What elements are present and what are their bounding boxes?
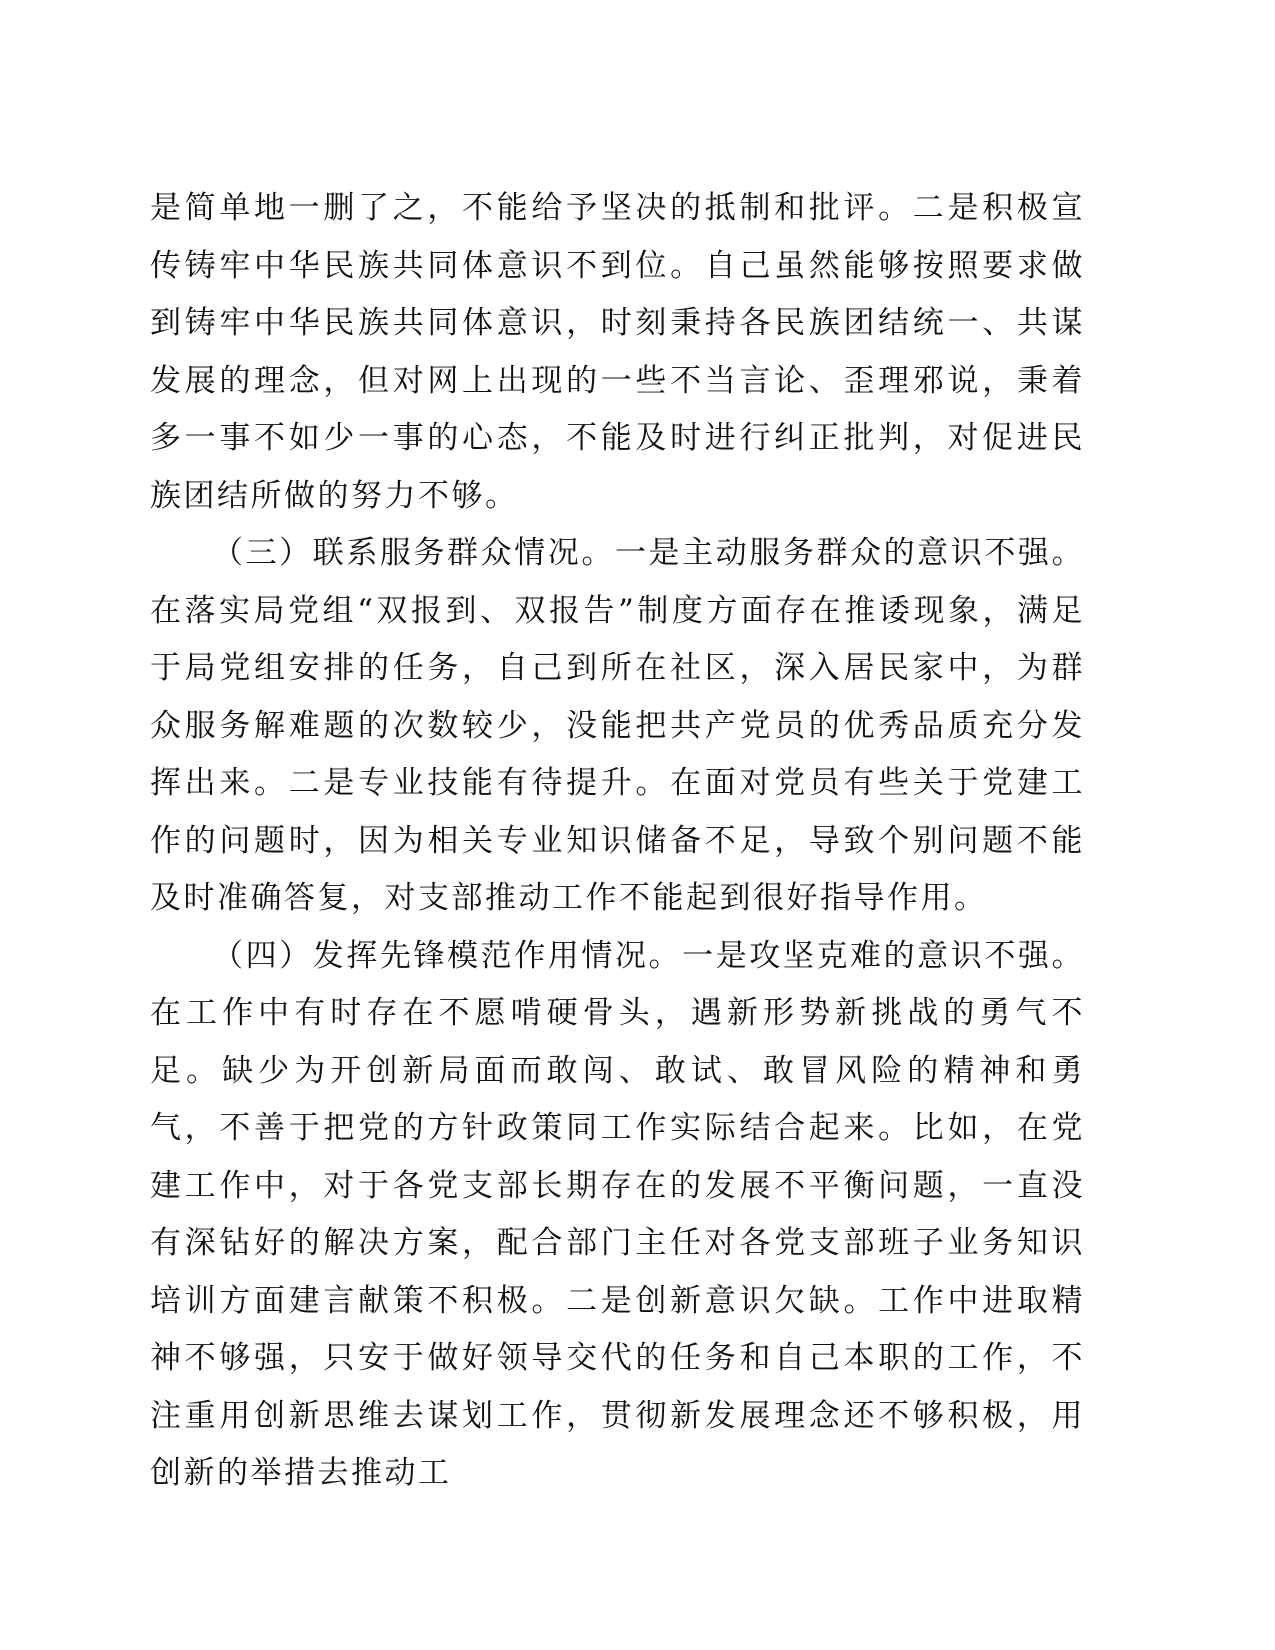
paragraph-continued: 是简单地一删了之，不能给予坚决的抵制和批评。二是积极宣传铸牢中华民族共同体意识不到位。自己虽然能够按照要求做到铸牢中华民族共同体意识，时刻秉持各民族团结统一、共谋发展的理念，但对网上出现的一些不当言论、歪理邪说，秉着多一事不如少一事的心态，不能及时进行纠正批判，对促进民族团结所做的努力不够。 <box>150 190 1085 514</box>
paragraph-section-four: （四）发挥先锋模范作用情况。一是攻坚克难的意识不强。在工作中有时存在不愿啃硬骨头，遇新形势新挑战的勇气不足。缺少为开创新局面而敢闯、敢试、敢冒风险的精神和勇气，不善于把党的方针政策同工作实际结合起来。比如，在党建工作中，对于各党支部长期存在的发展不平衡问题，一直没有深钻好的解决方案，配合部门主任对各党支部班子业务知识培训方面建言献策不积极。二是创新意识欠缺。工作中进取精神不够强，只安于做好领导交代的任务和自己本职的工作，不注重用创新思维去谋划工作，贯彻新发展理念还不够积极，用创新的举措去推动工 <box>150 937 1085 1491</box>
paragraph-section-three: （三）联系服务群众情况。一是主动服务群众的意识不强。在落实局党组“双报到、双报告”制度方面存在推诿现象，满足于局党组安排的任务，自己到所在社区，深入居民家中，为群众服务解难题的次数较少，没能把共产党员的优秀品质充分发挥出来。二是专业技能有待提升。在面对党员有些关于党建工作的问题时，因为相关专业知识储备不足，导致个别问题不能及时准确答复，对支部推动工作不能起到很好指导作用。 <box>150 535 1085 916</box>
document-page <box>150 180 1085 1503</box>
